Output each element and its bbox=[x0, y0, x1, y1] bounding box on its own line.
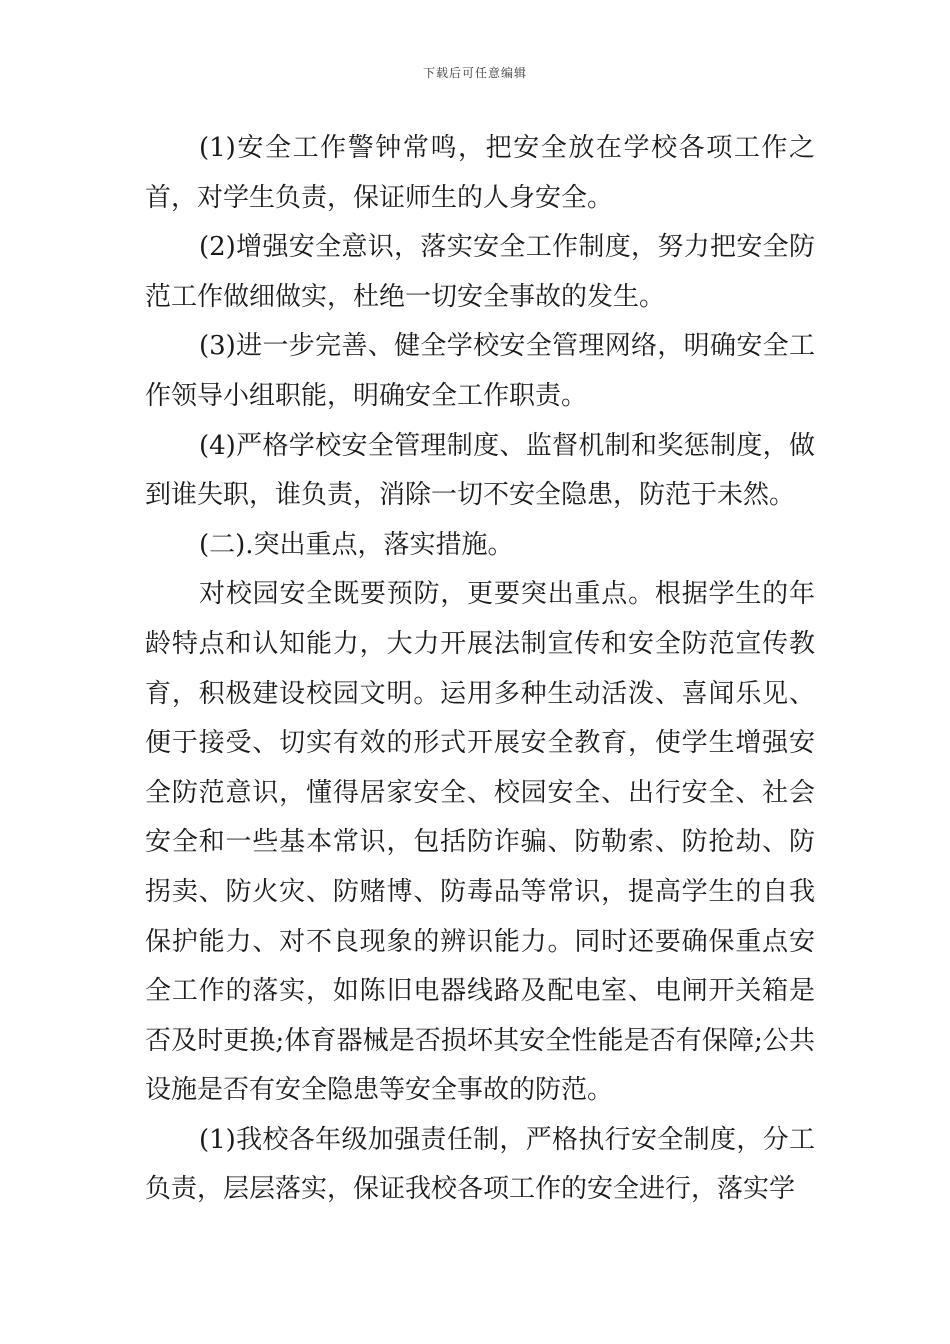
page-header: 下载后可任意编辑 bbox=[422, 66, 527, 80]
paragraph-item-1-continued: (1)我校各年级加强责任制，严格执行安全制度，分工负责，层层落实，保证我校各项工作的安全进行，落实学 bbox=[145, 1124, 815, 1205]
paragraph-item-1: (1)安全工作警钟常鸣，把安全放在学校各项工作之首，对学生负责，保证师生的人身安全。 bbox=[145, 133, 815, 213]
paragraph-item-3: (3)进一步完善、健全学校安全管理网络，明确安全工作领导小组职能，明确安全工作职责。 bbox=[145, 331, 815, 411]
paragraph-item-4: (4)严格学校安全管理制度、监督机制和奖惩制度，做到谁失职，谁负责，消除一切不安全隐患，防范于未然。 bbox=[145, 430, 815, 511]
section-heading: (二).突出重点，落实措施。 bbox=[199, 529, 514, 560]
paragraph-item-2: (2)增强安全意识，落实安全工作制度，努力把安全防范工作做细做实，杜绝一切安全事故的发生。 bbox=[145, 232, 815, 312]
document-body bbox=[145, 124, 815, 1215]
body-paragraph: 对校园安全既要预防，更要突出重点。根据学生的年龄特点和认知能力，大力开展法制宣传和安全防范宣传教育，积极建设校园文明。运用多种生动活泼、喜闻乐见、便于接受、切实有效的形式开展安全教育，使学生增强安全防范意识，懂得居家安全、校园安全、出行安全、社会安全和一些基本常识，包括防诈骗、防勒索、防抢劫、防拐卖、防火灾、防赌博、防毒品等常识，提高学生的自我保护能力、对不良现象的辨识能力。同时还要确保重点安全工作的落实，如陈旧电器线路及配电室、电闸开关箱是否及时更换;体育器械是否损坏其安全性能是否有保障;公共设施是否有安全隐患等安全事故的防范。 bbox=[145, 579, 815, 1106]
